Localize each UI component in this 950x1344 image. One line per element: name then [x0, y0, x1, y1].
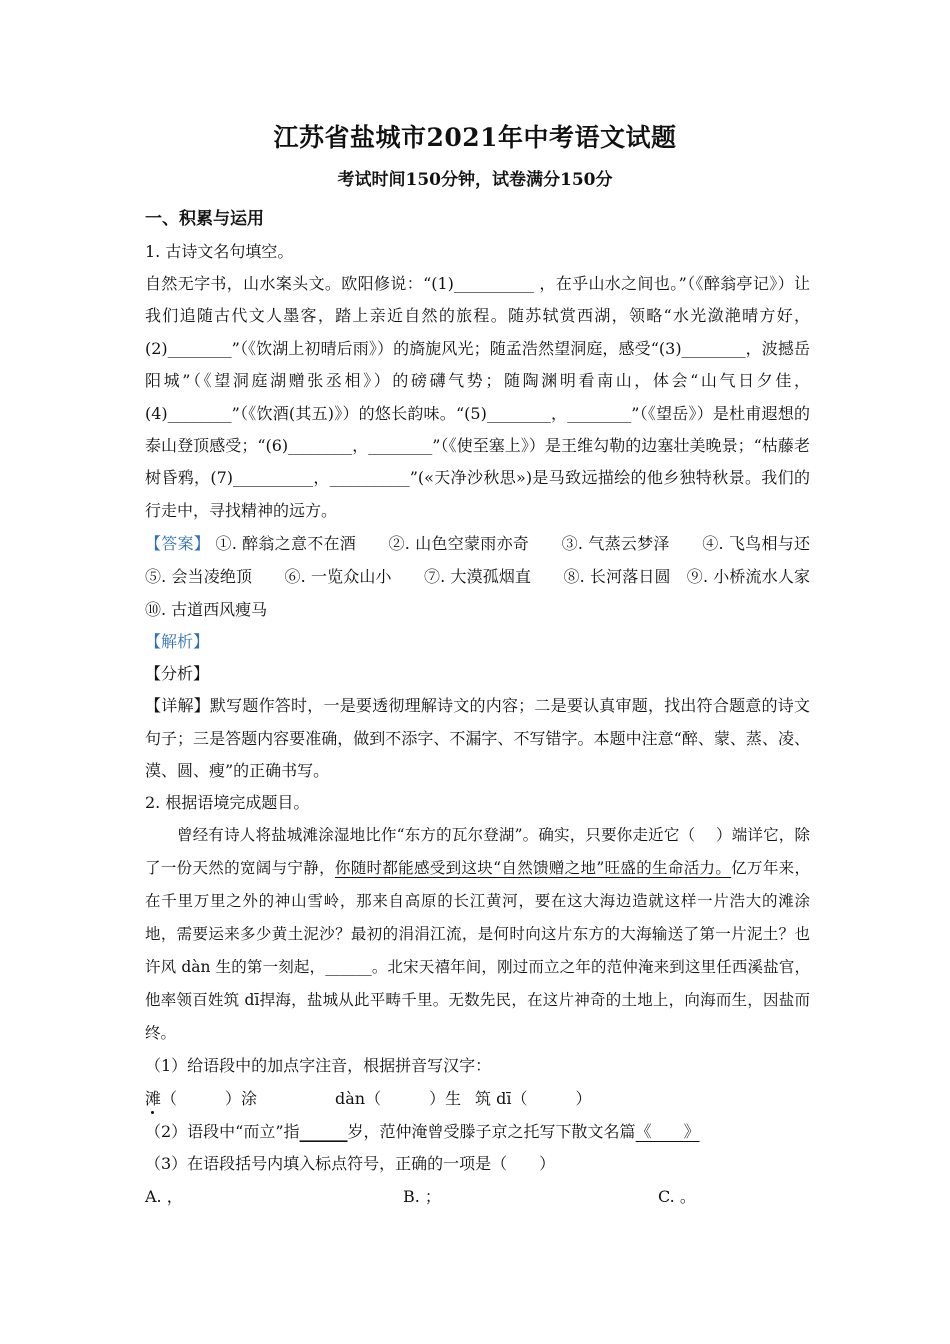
passage-underlined: 你随时都能感受到这块“自然馈赠之地”旺盛的生命活力。	[334, 859, 732, 878]
fill-item-2[interactable]: dàn（ ）生	[335, 1089, 462, 1109]
exam-info: 考试时间150分钟，试卷满分150分	[337, 170, 613, 190]
content-body	[145, 236, 843, 1214]
analysis-label: 【解析】	[145, 632, 210, 652]
answer-blank[interactable]: ______	[299, 1122, 348, 1142]
dotted-char: 滩	[145, 1089, 162, 1109]
sub-question-2-text-a: （2）语段中“而立”指	[145, 1122, 300, 1142]
detail-label: 【详解】	[145, 696, 210, 716]
fill-item-1	[145, 1082, 335, 1116]
question-1-body: 自然无字书，山水案头文。欧阳修说：“(1)__________ ，在乎山水之间也。”（《醉翁亭记》）让我们追随古代文人墨客，踏上亲近自然的旅程。随苏轼赏西湖，领略“水光潋滟晴方好，(2)________”（《饮湖上初晴后雨》）的旖旎风光；随孟浩然望洞庭，感受“(3)________，波撼岳阳城”（《望洞庭湖赠张丞相》）的磅礴气势；随陶渊明看南山，体会“山气日夕佳，(4)________”（《饮酒(其五)》）的悠长韵味。“(5)________，________”（《望岳》）是杜甫遐想的泰山登顶感受；“(6)________，________”（《使至塞上》）是王维勾勒的边塞壮美晚景；“枯藤老树昏鸦，(7)__________，__________”(«天净沙秋思»)是马致远描绘的他乡独特秋景。我们的行走中，寻找精神的远方。	[145, 274, 810, 520]
detail-block	[145, 690, 810, 787]
pinyin-fill-row	[145, 1082, 810, 1116]
passage-part-a: 曾经有诗人将盐城滩涂湿地比作“东方的瓦尔登湖”。确实，只要你走近它（ ）端详它，除了一份天然的宽阔与宁静，	[145, 826, 810, 878]
answer-block	[145, 527, 843, 626]
answer-label: 【答案】	[145, 534, 211, 554]
option-a[interactable]: A. ，	[145, 1187, 183, 1207]
fill-item-3[interactable]: 筑 dī（ ）	[475, 1089, 592, 1109]
reading-passage	[145, 819, 810, 1050]
title-blank[interactable]: 《 》	[635, 1122, 700, 1142]
page-title: 江苏省盐城市2021年中考语文试题	[273, 123, 677, 152]
sub-question-2	[145, 1116, 810, 1148]
question-2-heading: 2. 根据语境完成题目。	[145, 793, 310, 813]
fenxi-label: 【分析】	[145, 664, 210, 684]
sub-question-1: （1）给语段中的加点字注音，根据拼音写汉字：	[145, 1056, 492, 1076]
passage-part-b: 亿万年来，在千里万里之外的神山雪岭，那来自高原的长江黄河，要在这大海边造就这样一片浩大的滩涂地，需要运来多少黄土泥沙？最初的涓涓江流，是何时向这片东方的大海输送了第一片泥土？也许风 dàn 生的第一刻起，______。北宋天禧年间，刚过而立之年的范仲淹来到这里任西溪盐官，他率领百姓筑 dī捍海，盐城从此平畴千里。无数先民，在这片神奇的土地上，向海而生，因盐而终。	[145, 859, 810, 1043]
fill-item-1-blank[interactable]: （ ）涂	[161, 1089, 258, 1109]
detail-text: 默写题作答时，一是要透彻理解诗文的内容；二是要认真审题，找出符合题意的诗文句子；三是答题内容要准确，做到不添字、不漏字、不写错字。本题中注意“醉、蒙、蒸、凌、漠、圆、瘦”的正确书写。	[145, 696, 810, 781]
option-c[interactable]: C. 。	[658, 1187, 696, 1207]
question-1-heading: 1. 古诗文名句填空。	[145, 242, 294, 261]
options-row	[145, 1180, 810, 1214]
answer-text: ①. 醉翁之意不在酒 ②. 山色空蒙雨亦奇 ③. 气蒸云梦泽 ④. 飞鸟相与还 ⑤. 会当凌绝顶 ⑥. 一览众山小 ⑦. 大漠孤烟直 ⑧. 长河落日圆 ⑨. 小桥流水人家 ⑩. 古道西风瘦马	[145, 534, 843, 620]
sub-question-2-text-b: 岁，范仲淹曾受滕子京之托写下散文名篇	[347, 1122, 636, 1142]
section-heading: 一、积累与运用	[145, 209, 264, 229]
sub-question-3: （3）在语段括号内填入标点符号，正确的一项是（ ）	[145, 1154, 556, 1174]
option-b[interactable]: B. ；	[403, 1187, 441, 1207]
